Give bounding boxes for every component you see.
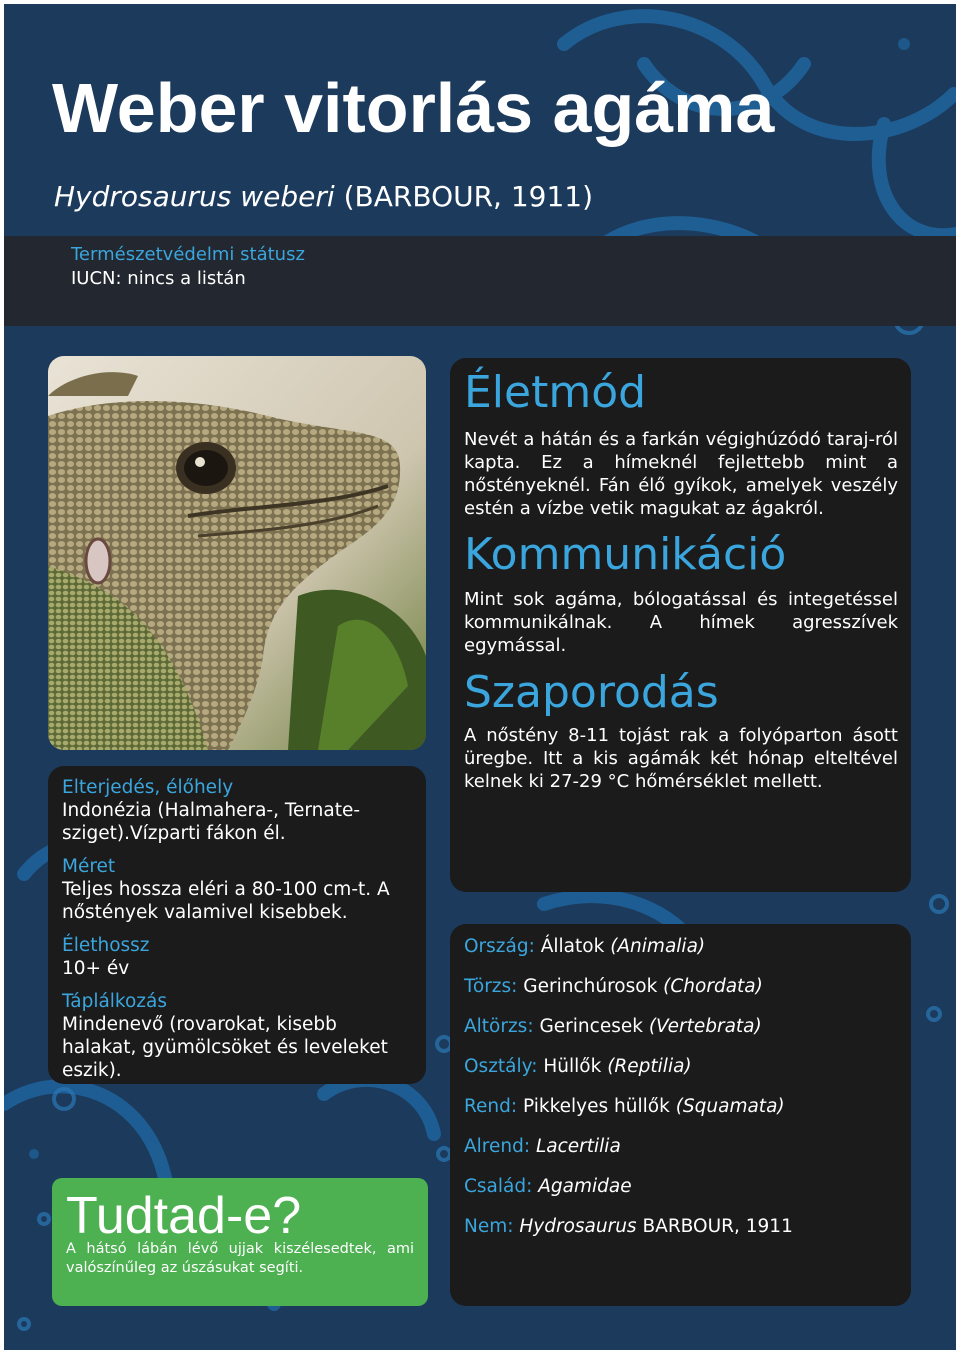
page-title: Weber vitorlás agáma [52,69,775,147]
taxonomy-row-phylum: Törzs: Gerinchúrosok (Chordata) [464,976,763,997]
species-authority: (BARBOUR, 1911) [343,180,594,213]
section-text-reproduction: A nőstény 8-11 tojást rak a folyóparton ásott üregbe. Itt a kis agámák két hónap elteltével kelnek ki 27-29 °C hőmérséklet mellett. [464,725,898,792]
section-text-lifestyle: Nevét a hátán és a farkán végighúzódó taraj-ról kapta. Ez a hímeknél fejlettebb mint a nőstényeknél. Fán élő gyíkok, amelyek veszély estén a vízbe vetik magukat az ágakról. [464,429,898,519]
taxonomy-row-suborder: Alrend: Lacertilia [464,1136,621,1157]
section-heading-lifestyle: Életmód [464,367,647,418]
fact-title: Tudtad-e? [66,1187,302,1245]
fact-text: A hátsó lábán lévő ujjak kiszélesedtek, ami valószínűleg az úszásukat segíti. [66,1241,414,1276]
lifespan-label: Élethossz [62,935,150,956]
diet-label: Táplálkozás [62,991,167,1012]
scientific-name: Hydrosaurus weberi [54,180,335,213]
diet-text: Mindenevő (rovarokat, kisebb halakat, gyümölcsöket és leveleket eszik). [62,1014,388,1081]
section-text-communication: Mint sok agáma, bólogatással és integetéssel kommunikálnak. A hímek agresszívek egymással. [464,589,898,656]
taxonomy-row-order: Rend: Pikkelyes hüllők (Squamata) [464,1096,785,1117]
status-value: IUCN: nincs a listán [71,268,246,289]
habitat-text: Indonézia (Halmahera-, Ternate-sziget).Vízparti fákon él. [62,800,361,844]
habitat-label: Elterjedés, élőhely [62,777,234,798]
taxonomy-row-class: Osztály: Hüllők (Reptilia) [464,1056,692,1077]
poster [4,4,956,1350]
taxonomy-card [450,924,911,1306]
info-card [48,766,426,1084]
behavior-card [450,358,911,892]
taxonomy-row-family: Család: Agamidae [464,1176,632,1197]
taxonomy-row-kingdom: Ország: Állatok (Animalia) [464,936,706,957]
fact-card [52,1178,428,1306]
status-label: Természetvédelmi státusz [71,244,305,265]
species-subtitle [54,180,593,213]
section-heading-reproduction: Szaporodás [464,667,719,718]
size-label: Méret [62,856,116,877]
lifespan-text: 10+ év [62,958,130,979]
taxonomy-row-genus: Nem: Hydrosaurus BARBOUR, 1911 [464,1216,793,1237]
size-text: Teljes hossza eléri a 80-100 cm-t. A nőstények valamivel kisebbek. [62,879,390,923]
taxonomy-row-subphylum: Altörzs: Gerincesek (Vertebrata) [464,1016,762,1037]
section-heading-communication: Kommunikáció [464,529,787,580]
lizard-head-photo [48,356,426,750]
